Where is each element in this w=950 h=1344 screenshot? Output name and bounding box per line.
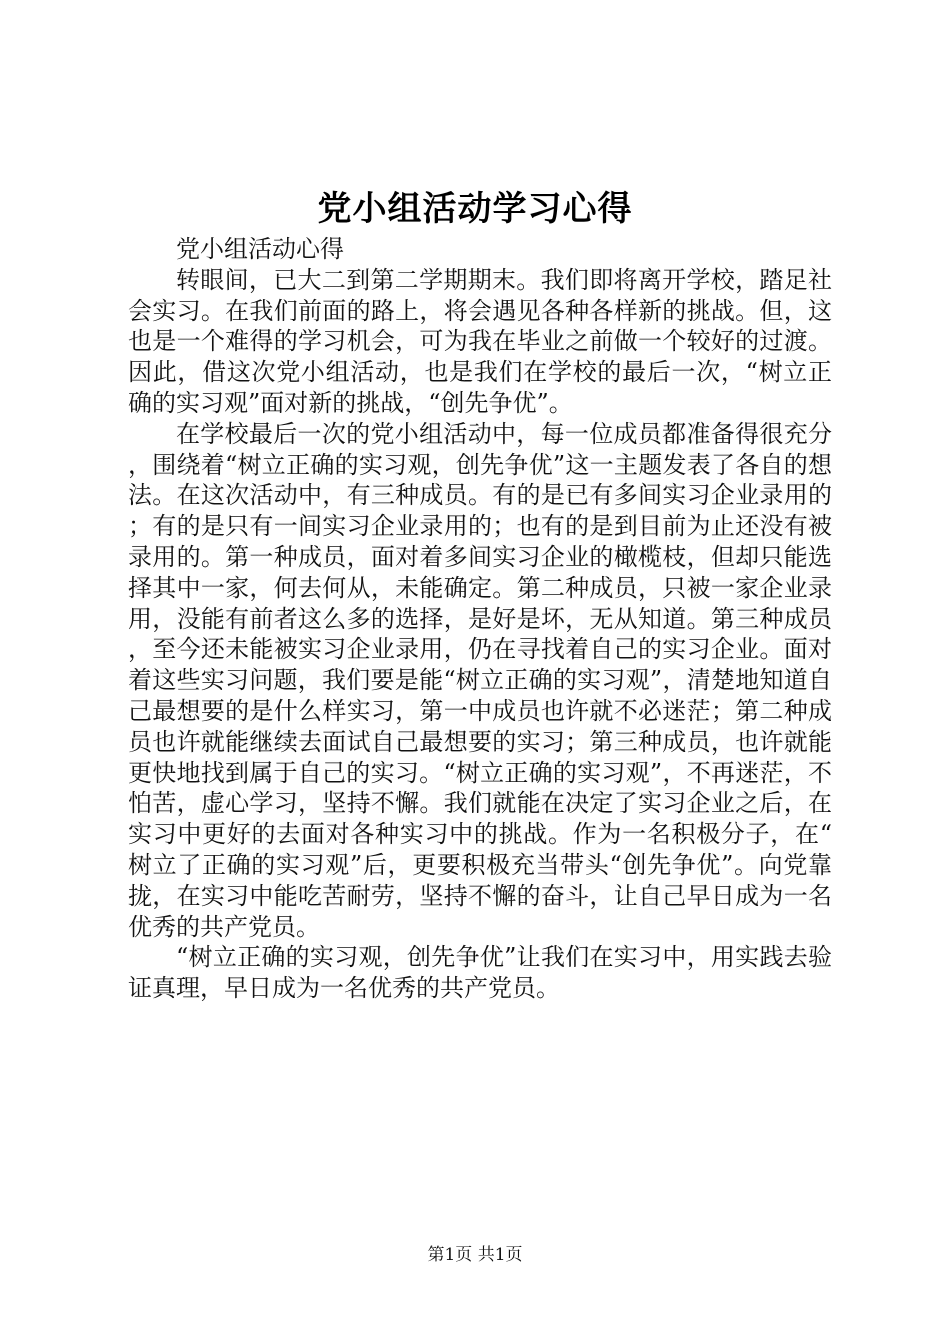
document-body — [128, 234, 832, 1004]
body-paragraph-1: 转眼间，已大二到第二学期期末。我们即将离开学校，踏足社会实习。在我们前面的路上，将会遇见各种各样新的挑战。但，这也是一个难得的学习机会，可为我在毕业之前做一个较好的过渡。因此，借这次党小组活动，也是我们在学校的最后一次，“树立正确的实习观”面对新的挑战，“创先争优”。 — [128, 265, 832, 417]
document-subheading: 党小组活动心得 — [176, 235, 344, 263]
body-paragraph-3: “树立正确的实习观，创先争优”让我们在实习中，用实践去验证真理，早日成为一名优秀的共产党员。 — [128, 943, 832, 1003]
document-title: 党小组活动学习心得 — [317, 189, 633, 229]
page-number-footer: 第1页 共1页 — [427, 1245, 523, 1265]
body-paragraph-2: 在学校最后一次的党小组活动中，每一位成员都准备得很充分，围绕着“树立正确的实习观，创先争优”这一主题发表了各自的想法。在这次活动中，有三种成员。有的是已有多间实习企业录用的；有的是只有一间实习企业录用的；也有的是到目前为止还没有被录用的。第一种成员，面对着多间实习企业的橄榄枝，但却只能选择其中一家，何去何从，未能确定。第二种成员，只被一家企业录用，没能有前者这么多的选择，是好是坏，无从知道。第三种成员，至今还未能被实习企业录用，仍在寻找着自己的实习企业。面对着这些实习问题，我们要是能“树立正确的实习观”，清楚地知道自己最想要的是什么样实习，第一中成员也许就不必迷茫；第二种成员也许就能继续去面试自己最想要的实习；第三种成员，也许就能更快地找到属于自己的实习。“树立正确的实习观”，不再迷茫，不怕苦，虚心学习，坚持不懈。我们就能在决定了实习企业之后，在实习中更好的去面对各种实习中的挑战。作为一名积极分子，在“树立了正确的实习观”后，更要积极充当带头“创先争优”。向党靠拢，在实习中能吃苦耐劳，坚持不懈的奋斗，让自己早日成为一名优秀的共产党员。 — [128, 419, 832, 941]
